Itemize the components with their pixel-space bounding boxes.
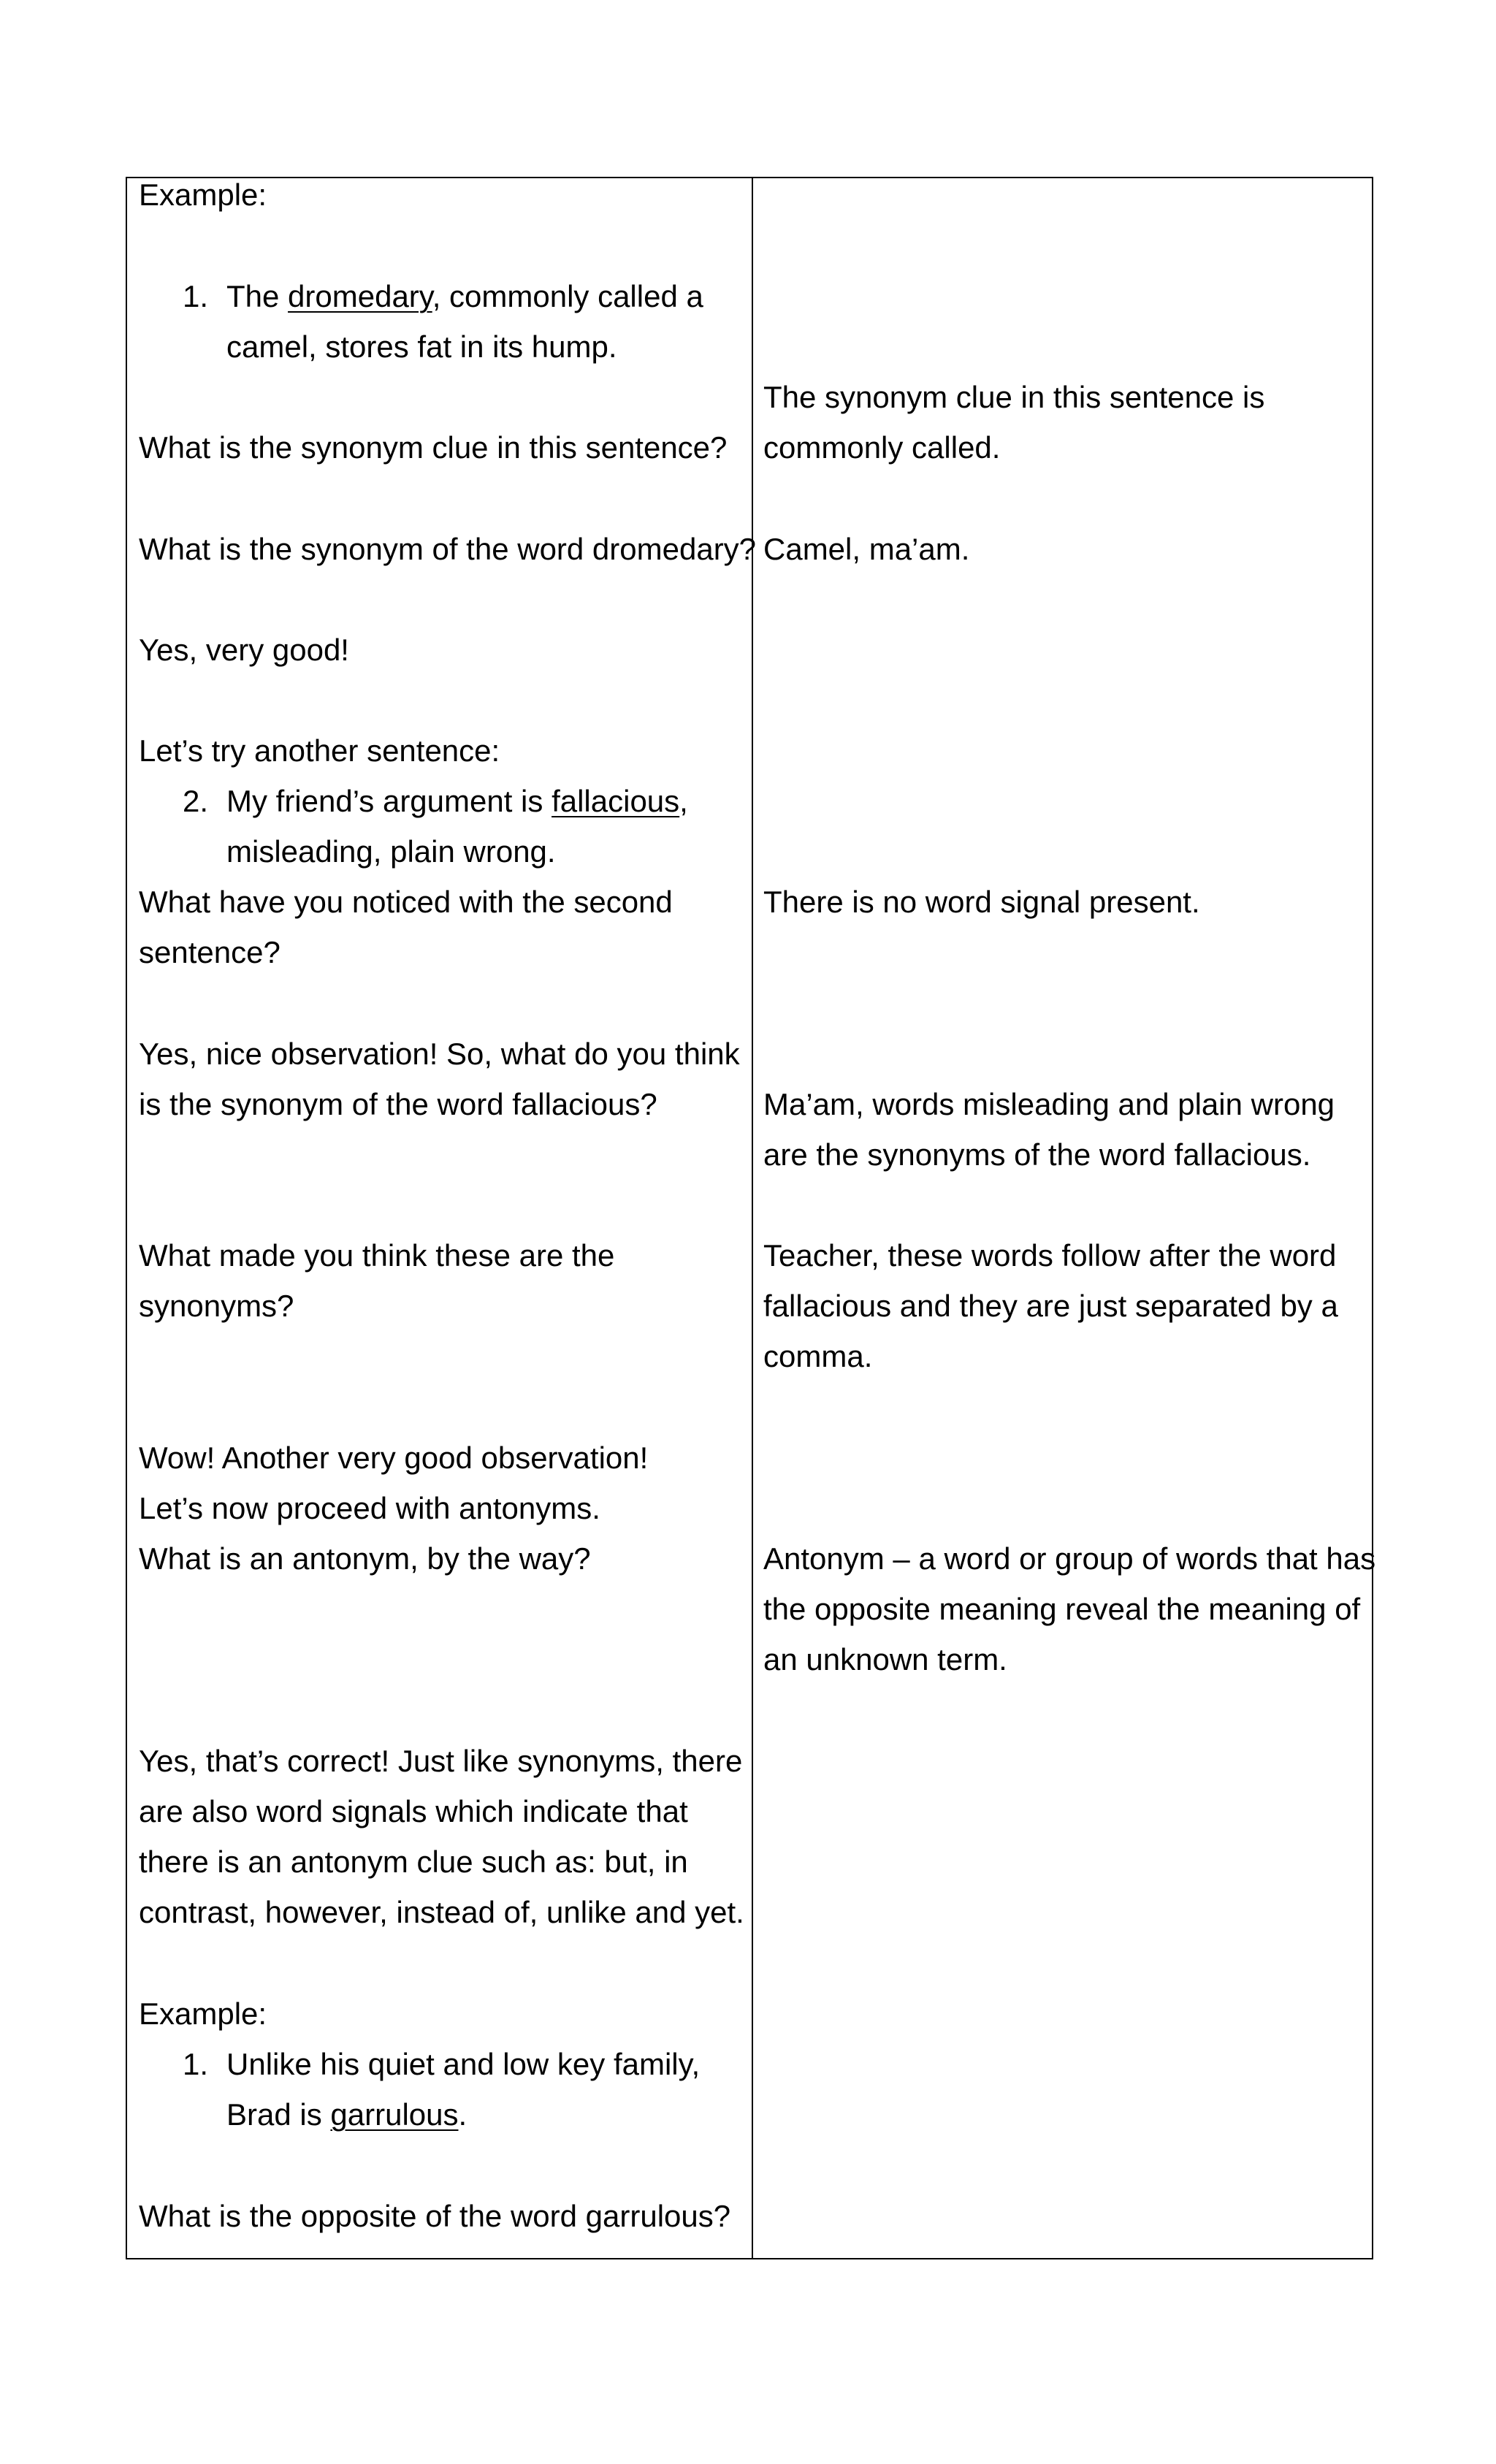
signals-text: contrast, however, instead of, unlike and yet. [139,1895,744,1929]
signals-text: Yes, that’s correct! Just like synonyms, there [139,1744,743,1778]
sentence-text: , [679,784,688,818]
example-label: Example: [139,178,267,212]
target-word-garrulous: garrulous [330,2097,459,2132]
answer-camel: Camel, ma’am. [763,532,970,566]
list-number: 1. [183,279,209,313]
answer-why-cont: comma. [763,1339,873,1373]
example-sentence-2-cont: misleading, plain wrong. [226,834,556,869]
answer-synonym-clue: The synonym clue in this sentence is [763,380,1265,414]
sentence-text: . [458,2097,468,2132]
signals-text: there is an antonym clue such as: but, in [139,1845,688,1879]
question-synonym-clue: What is the synonym clue in this sentence? [139,430,728,465]
example-sentence-3-cont [226,2099,467,2130]
column-divider [752,178,753,2258]
question-synonym-word: What is the synonym of the word dromedary? [139,532,757,566]
sentence-text: The [226,279,289,313]
target-word-fallacious: fallacious [552,784,680,818]
sentence-text: Brad is [226,2097,331,2132]
question-antonym: What is an antonym, by the way? [139,1541,591,1576]
signals-text: are also word signals which indicate that [139,1794,688,1828]
sentence-text: , commonly called a [432,279,703,313]
answer-antonym-cont: an unknown term. [763,1642,1007,1677]
example-sentence-3: Unlike his quiet and low key family, [226,2047,701,2081]
example-sentence-1 [226,281,703,312]
question-fallacious-cont: is the synonym of the word fallacious? [139,1087,657,1121]
list-number: 2. [183,784,209,818]
answer-antonym: Antonym – a word or group of words that has [763,1541,1376,1576]
question-why: What made you think these are the [139,1238,615,1273]
question-fallacious: Yes, nice observation! So, what do you think [139,1037,740,1071]
list-number: 1. [183,2047,209,2081]
answer-synonym-clue-cont: commonly called. [763,430,1001,465]
answer-antonym-cont: the opposite meaning reveal the meaning of [763,1592,1361,1626]
question-noticed: What have you noticed with the second [139,885,673,919]
question-opposite: What is the opposite of the word garrulous? [139,2199,731,2233]
answer-why: Teacher, these words follow after the word [763,1238,1337,1273]
answer-fallacious: Ma’am, words misleading and plain wrong [763,1087,1335,1121]
praise-text: Wow! Another very good observation! [139,1441,649,1475]
answer-fallacious-cont: are the synonyms of the word fallacious. [763,1137,1311,1172]
proceed-antonyms-text: Let’s now proceed with antonyms. [139,1491,600,1525]
question-noticed-cont: sentence? [139,935,280,969]
praise-text: Yes, very good! [139,633,349,667]
target-word-dromedary: dromedary [288,279,432,313]
answer-no-signal: There is no word signal present. [763,885,1200,919]
sentence-text: My friend’s argument is [226,784,552,818]
example-sentence-1-cont: camel, stores fat in its hump. [226,329,617,364]
example-sentence-2 [226,786,688,817]
question-why-cont: synonyms? [139,1289,294,1323]
example-label: Example: [139,1996,267,2031]
answer-why-cont: fallacious and they are just separated by a [763,1289,1338,1323]
try-another-text: Let’s try another sentence: [139,733,500,768]
lesson-table [126,177,1376,2259]
